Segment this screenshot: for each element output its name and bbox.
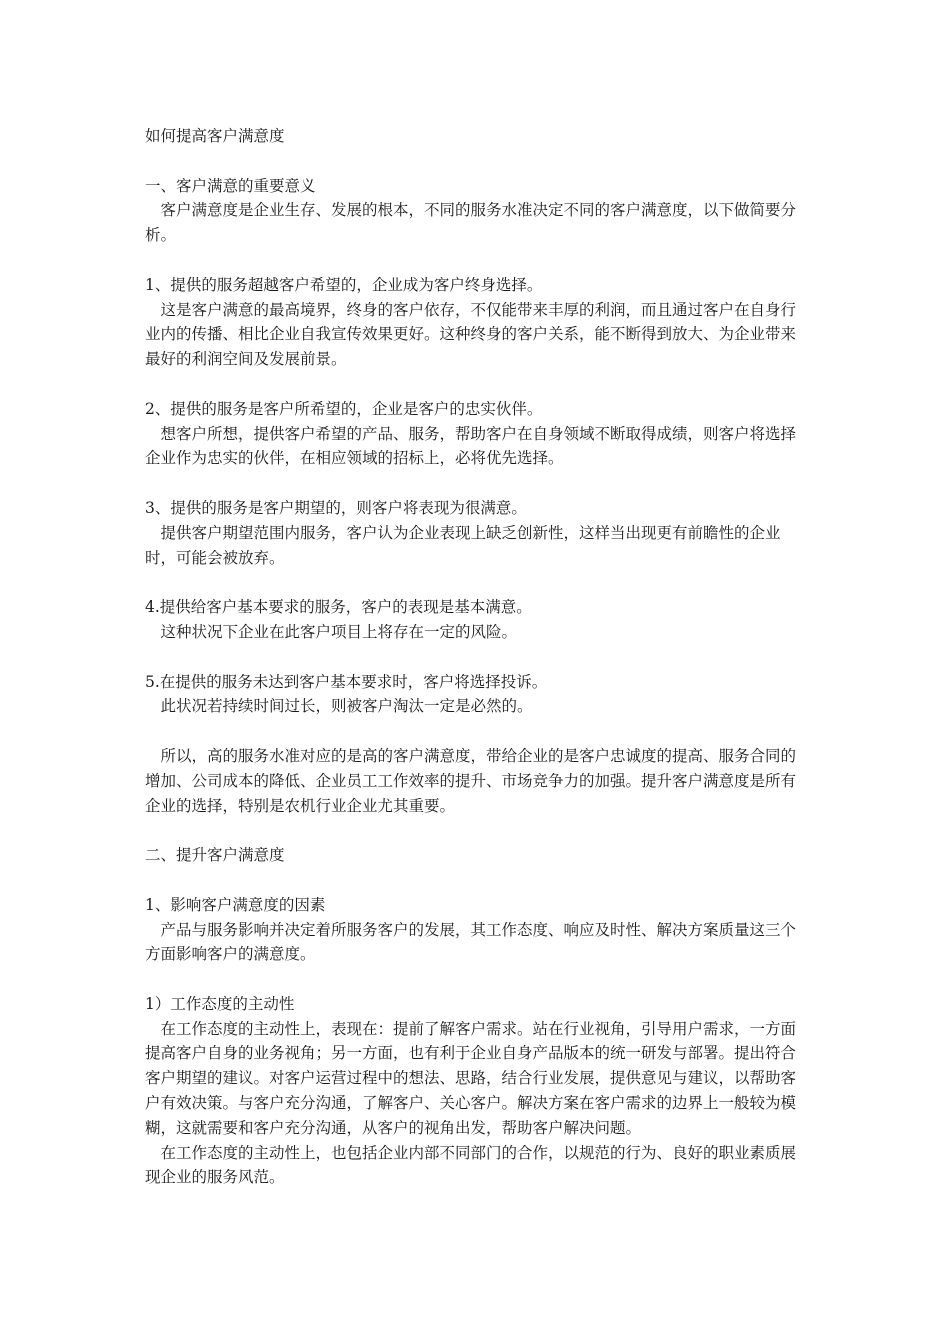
document-page [145, 124, 810, 1190]
paragraph: 在工作态度的主动性上，表现在：提前了解客户需求。站在行业视角，引导用户需求，一方面提高客户自身的业务视角；另一方面，也有利于企业自身产品版本的统一研发与部署。提出符合客户期望的建议。对客户运营过程中的想法、思路，结合行业发展，提供意见与建议，以帮助客户有效决策。与客户充分沟通，了解客户、关心客户。解决方案在客户需求的边界上一般较为模糊，这就需要和客户充分沟通，从客户的视角出发，帮助客户解决问题。 [145, 1019, 797, 1137]
paragraph: 所以，高的服务水准对应的是高的客户满意度，带给企业的是客户忠诚度的提高、服务合同的增加、公司成本的降低、企业员工工作效率的提升、市场竞争力的加强。提升客户满意度是所有企业的选择，特别是农机行业企业尤其重要。 [145, 746, 797, 815]
paragraph: 想客户所想，提供客户希望的产品、服务，帮助客户在自身领域不断取得成绩，则客户将选择企业作为忠实的伙伴，在相应领域的招标上，必将优先选择。 [145, 424, 797, 468]
spacer [145, 818, 810, 843]
spacer [145, 570, 810, 595]
paragraph: 在工作态度的主动性上，也包括企业内部不同部门的合作，以规范的行为、良好的职业素质展现企业的服务风范。 [145, 1143, 797, 1187]
spacer [145, 868, 810, 893]
spacer [145, 645, 810, 670]
paragraph: 产品与服务影响并决定着所服务客户的发展，其工作态度、响应及时性、解决方案质量这三个方面影响客户的满意度。 [145, 920, 797, 964]
spacer [145, 248, 810, 273]
spacer [145, 967, 810, 992]
spacer [145, 149, 810, 174]
section-heading: 二、提升客户满意度 [145, 846, 285, 865]
spacer [145, 719, 810, 744]
item-heading: 3、提供的服务是客户期望的，则客户将表现为很满意。 [145, 498, 527, 517]
paragraph: 此状况若持续时间过长，则被客户淘汰一定是必然的。 [160, 697, 533, 716]
document-title: 如何提高客户满意度 [145, 127, 285, 145]
paragraph: 提供客户期望范围内服务，客户认为企业表现上缺乏创新性，这样当出现更有前瞻性的企业时，可能会被放弃。 [145, 523, 781, 567]
section-heading: 一、客户满意的重要意义 [145, 176, 316, 195]
paragraph: 这种状况下企业在此客户项目上将存在一定的风险。 [160, 622, 518, 641]
item-heading: 4.提供给客户基本要求的服务，客户的表现是基本满意。 [145, 598, 532, 617]
paragraph: 客户满意度是企业生存、发展的根本，不同的服务水准决定不同的客户满意度，以下做简要分析。 [145, 201, 797, 245]
item-heading: 5.在提供的服务未达到客户基本要求时，客户将选择投诉。 [145, 672, 548, 691]
spacer [145, 372, 810, 397]
item-heading: 1、提供的服务超越客户希望的，企业成为客户终身选择。 [145, 275, 543, 294]
subsection-heading: 1）工作态度的主动性 [145, 994, 295, 1013]
subsection-heading: 1、影响客户满意度的因素 [145, 895, 326, 914]
spacer [145, 471, 810, 496]
item-heading: 2、提供的服务是客户所希望的，企业是客户的忠实伙伴。 [145, 399, 543, 418]
paragraph: 这是客户满意的最高境界，终身的客户依存，不仅能带来丰厚的利润，而且通过客户在自身行业内的传播、相比企业自我宣传效果更好。这种终身的客户关系，能不断得到放大、为企业带来最好的利润空间及发展前景。 [145, 300, 797, 369]
